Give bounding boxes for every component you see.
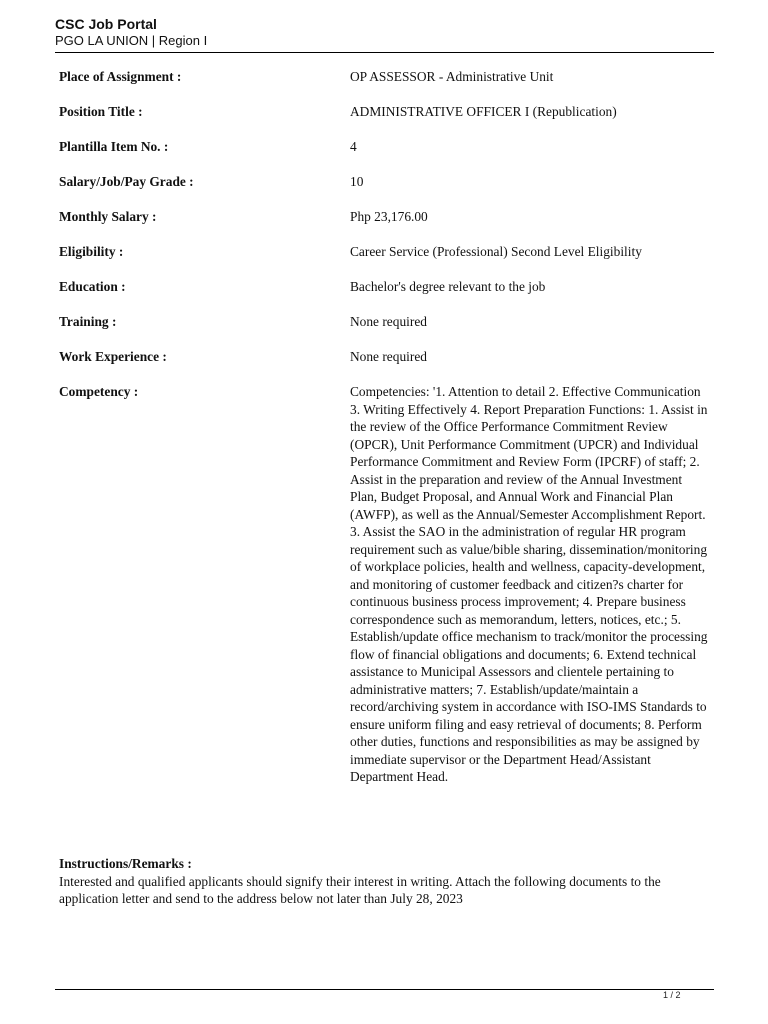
field-education [59, 278, 719, 313]
field-value: Php 23,176.00 [350, 209, 428, 224]
portal-title: CSC Job Portal [55, 16, 157, 32]
field-eligibility [59, 243, 719, 278]
field-value: None required [350, 314, 427, 329]
field-label: Monthly Salary : [59, 209, 157, 224]
field-value: 10 [350, 174, 364, 189]
field-label: Salary/Job/Pay Grade : [59, 174, 194, 189]
footer-divider [55, 989, 714, 990]
page-number: 1 / 2 [663, 990, 681, 1000]
instructions-text: Interested and qualified applicants should signify their interest in writing. Attach the following documents to the application letter and send to the address below not later than July 28, 2023 [59, 873, 661, 906]
field-label: Training : [59, 314, 117, 329]
job-details [59, 68, 719, 786]
field-plantilla-item-no [59, 138, 719, 173]
office-region: PGO LA UNION | Region I [55, 33, 208, 48]
field-label: Competency : [59, 384, 139, 399]
field-competency [59, 383, 719, 786]
field-work-experience [59, 348, 719, 383]
field-label: Position Title : [59, 104, 143, 119]
field-label: Place of Assignment : [59, 69, 182, 84]
page-header [55, 16, 713, 49]
field-training [59, 313, 719, 348]
field-label: Education : [59, 279, 126, 294]
field-value: None required [350, 349, 427, 364]
field-value: Career Service (Professional) Second Level Eligibility [350, 244, 642, 259]
field-monthly-salary [59, 208, 719, 243]
field-salary-grade [59, 173, 719, 208]
field-label: Plantilla Item No. : [59, 139, 169, 154]
field-label: Eligibility : [59, 244, 124, 259]
field-value: OP ASSESSOR - Administrative Unit [350, 69, 554, 84]
competency-text: Competencies: '1. Attention to detail 2. Effective Communication 3. Writing Effectively 4. Report Preparation Functions: 1. Assist in the review of the Office Performance Commitment Review (OPCR), Unit Performance Commitment (UPCR) and Individual Performance Commitment and Review Form (IPCRF) of staff; 2. Assist in the preparation and review of the Annual Investment Plan, Budget Proposal, and Annual Work and Financial Plan (AWFP), as well as the Annual/Semester Accomplishment Report. 3. Assist the SAO in the administration of regular HR program requirement such as value/bible sharing, dissemination/monitoring of workplace policies, health and wellness, capacity-development, and monitoring of customer feedback and citizen?s charter for continuous business process improvement; 4. Prepare business correspondence such as memorandum, letters, notices, etc.; 5. Establish/update office mechanism to track/monitor the processing flow of financial obligations and documents; 6. Extend technical assistance to Municipal Assessors and clientele pertaining to administrative matters; 7. Establish/update/maintain a record/archiving system in accordance with ISO-IMS Standards to ensure uniform filing and easy retrieval of documents; 8. Perform other duties, functions and responsibilities as may be assigned by immediate supervisor or the Department Head/Assistant Department Head. [350, 384, 708, 784]
field-value: Bachelor's degree relevant to the job [350, 279, 546, 294]
instructions-title: Instructions/Remarks : [59, 856, 192, 871]
field-value: 4 [350, 139, 357, 154]
field-label: Work Experience : [59, 349, 167, 364]
field-place-of-assignment [59, 68, 719, 103]
field-position-title [59, 103, 719, 138]
field-value: ADMINISTRATIVE OFFICER I (Republication) [350, 104, 617, 119]
header-divider [55, 52, 714, 53]
instructions-section [59, 855, 709, 908]
